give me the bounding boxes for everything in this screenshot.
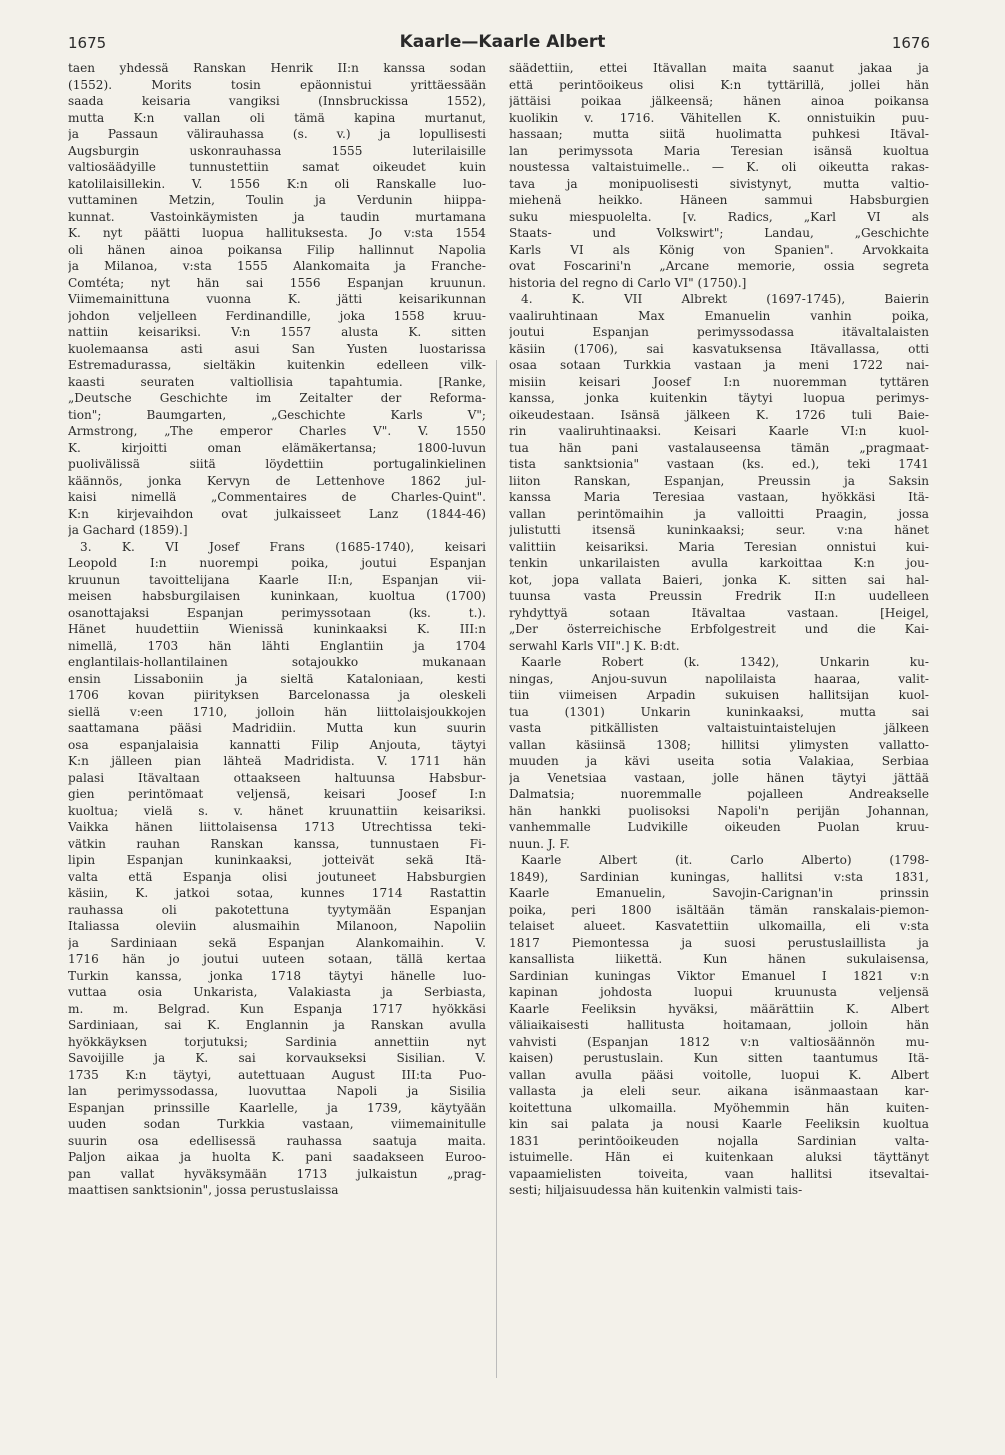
text-line: tua hän pani vastalauseensa tämän „pragmaat- — [509, 440, 929, 455]
text-line: liiton Ranskan, Espanjan, Preussin ja Saksin — [509, 473, 929, 488]
text-line: Staats- und Volkswirt"; Landau, „Geschichte — [509, 226, 929, 240]
text-line: maattisen sanktsionin", jossa perustuslaissa — [68, 1183, 339, 1197]
text-line: nattiin keisariksi. V:n 1557 alusta K. sitten — [68, 325, 486, 339]
text-line: 1831 perintöoikeuden nojalla Sardinian valta- — [509, 1133, 929, 1148]
text-line: hyökkäyksen torjutuksi; Sardinia annettiin nyt — [68, 1034, 486, 1049]
text-line: Turkin kanssa, jonka 1718 täytyi hänelle luo- — [68, 968, 486, 983]
left-column — [68, 60, 486, 1199]
text-line: vahvisti (Espanjan 1812 v:n valtiosäännön mu- — [509, 1034, 929, 1049]
text-line: ningas, Anjou-suvun napolilaista haaraa, valit- — [509, 671, 929, 686]
text-line: poika, peri 1800 isältään tämän ranskalais-piemon- — [509, 902, 929, 917]
text-line: rauhassa oli pakotettuna tyytymään Espanjan — [68, 902, 486, 917]
text-line: säädettiin, ettei Itävallan maita saanut jakaa ja — [509, 61, 929, 75]
text-line: ja Venetsiaa vastaan, jolle hänen täytyi jättää — [509, 770, 929, 785]
text-line: kunnat. Vastoinkäymisten ja taudin murtamana — [68, 209, 486, 224]
text-line: että perintöoikeus olisi K:n tyttärillä, jollei hän — [509, 77, 929, 92]
text-line: oli hänen ainoa poikansa Filip hallinnut Napolia — [68, 242, 486, 257]
text-line: käsiin, K. jatkoi sotaa, kunnes 1714 Rastattin — [68, 886, 486, 900]
text-line: valtiosäädyille tunnustettiin samat oikeudet kuin — [68, 160, 486, 174]
text-line: uuden sodan Turkkia vastaan, viimemainitulle — [68, 1117, 486, 1131]
text-line: nuun. J. F. — [509, 836, 570, 851]
text-line: ja Gachard (1859).] — [68, 523, 188, 537]
text-line: 3. K. VI Josef Frans (1685-1740), keisari — [80, 539, 486, 554]
text-line: Augsburgin uskonrauhassa 1555 luterilaisille — [68, 143, 486, 158]
text-line: rin vaaliruhtinaaksi. Keisari Kaarle VI:n kuol- — [509, 424, 929, 438]
text-line: oikeudestaan. Isänsä jälkeen K. 1726 tuli Baie- — [509, 407, 929, 422]
text-line: osanottajaksi Espanjan perimyssotaan (ks. t.). — [68, 605, 486, 620]
text-line: väliaikaisesti hallitusta hoitamaan, jolloin hän — [509, 1018, 929, 1032]
text-line: lan perimyssodassa, luovuttaa Napoli ja Sisilia — [68, 1084, 486, 1098]
text-line: „Deutsche Geschichte im Zeitalter der Reforma- — [68, 391, 486, 405]
text-line: miehenä heikko. Häneen sammui Habsburgien — [509, 193, 929, 207]
text-line: istuimelle. Hän ei kuitenkaan aluksi täyttänyt — [509, 1150, 929, 1164]
text-line: vätkin rauhan Ranskan kanssa, tunnustaen Fi- — [68, 836, 486, 851]
text-line: Estremadurassa, sieltäkin kuitenkin edelleen vilk- — [68, 358, 486, 372]
text-line: gien perintömaat veljensä, keisari Joosef I:n — [68, 787, 486, 801]
text-line: K:n jälleen pian lähteä Madridista. V. 1711 hän — [68, 754, 486, 768]
text-line: „Der österreichische Erbfolgestreit und die Kai- — [509, 622, 929, 636]
text-line: kuolikin v. 1716. Vähitellen K. onnistuikin puu- — [509, 110, 929, 125]
text-line: misiin keisari Joosef I:n nuoremman tyttären — [509, 374, 929, 389]
text-line: koitettuna ulkomailla. Myöhemmin hän kuiten- — [509, 1100, 929, 1115]
text-line: K. kirjoitti oman elämäkertansa; 1800-luvun — [68, 440, 486, 455]
text-line: lan perimyssota Maria Teresian isänsä kuoltua — [509, 143, 929, 158]
text-line: historia del regno di Carlo VI" (1750).] — [509, 275, 747, 290]
running-title: Kaarle—Kaarle Albert — [399, 32, 606, 52]
text-line: kapinan johdosta luopui kruunusta veljensä — [509, 985, 929, 999]
text-line: noustessa valtaistuimelle.. — K. oli oikeutta rakas- — [509, 160, 929, 174]
text-line: vallan avulla pääsi voitolle, luopui K. Albert — [509, 1067, 929, 1082]
text-line: kruunun tavoittelijana Kaarle II:n, Espanjan vii- — [68, 572, 486, 587]
text-line: hän hankki puolisoksi Napoli'n perijän Johannan, — [509, 803, 929, 818]
text-line: pan vallat hyväksymään 1713 julkaistun „prag- — [68, 1166, 486, 1181]
text-line: vuttaminen Metzin, Toulin ja Verdunin hiippa- — [68, 193, 486, 207]
text-line: vallan käsiinsä 1308; hillitsi ylimysten vallatto- — [509, 737, 929, 752]
page-header — [0, 30, 1005, 60]
text-line: sesti; hiljaisuudessa hän kuitenkin valmisti tais- — [509, 1183, 803, 1197]
text-line: joutui Espanjan perimyssodassa itävaltalaisten — [509, 325, 929, 339]
text-line: Italiassa oleviin alusmaihin Milanoon, Napoliin — [68, 919, 486, 933]
text-line: Kaarle Emanuelin, Savojin-Carignan'in prinssin — [509, 886, 929, 900]
text-line: m. m. Belgrad. Kun Espanja 1717 hyökkäsi — [68, 1001, 486, 1016]
text-line: K:n kirjevaihdon ovat julkaisseet Lanz (1844-46) — [68, 506, 486, 521]
text-line: taen yhdessä Ranskan Henrik II:n kanssa sodan — [68, 61, 486, 75]
text-line: kot, jopa vallata Baieri, jonka K. sitten sai hal- — [509, 572, 929, 587]
text-line: kuolemaansa asti asui San Yusten luostarissa — [68, 341, 486, 356]
text-line: valittiin keisariksi. Maria Teresian onnistui kui- — [509, 539, 929, 554]
text-line: kaasti seuraten valtiollisia tapahtumia. [Ranke, — [68, 374, 486, 389]
text-line: kin sai palata ja nousi Kaarle Feeliksin kuoltua — [509, 1117, 929, 1131]
text-line: kanssa Maria Teresiaa vastaan, hyökkäsi Itä- — [509, 490, 929, 504]
page-number-left: 1675 — [68, 34, 107, 52]
text-line: tuunsa vasta Preussin Fredrik II:n uudelleen — [509, 589, 929, 603]
text-line: vasta pitkällisten valtaistuintaistelujen jälkeen — [509, 721, 929, 735]
text-line: suku miespuolelta. [v. Radics, „Karl VI als — [509, 209, 929, 224]
text-line: Karls VI als König von Spanien". Arvokkaita — [509, 242, 929, 257]
text-line: vapaamielisten toiveita, vaan hallitsi itsevaltai- — [509, 1166, 929, 1181]
text-line: Dalmatsia; nuoremmalle pojalleen Andreakselle — [509, 787, 929, 801]
text-line: meisen habsburgilaisen kuninkaan, kuoltua (1700) — [68, 589, 486, 603]
text-line: 1716 hän jo joutui uuteen sotaan, tällä kertaa — [68, 952, 486, 966]
text-line: lipin Espanjan kuninkaaksi, jotteivät sekä Itä- — [68, 853, 486, 867]
text-line: valta että Espanja olisi joutuneet Habsburgien — [68, 869, 486, 884]
text-line: 1706 kovan piirityksen Barcelonassa ja oleskeli — [68, 688, 486, 702]
text-line: vallasta ja eleli seur. aikana isänmaastaan kar- — [509, 1084, 929, 1098]
text-line: mutta K:n vallan oli tämä kapina murtanut, — [68, 110, 486, 125]
text-line: Viimemainittuna vuonna K. jätti keisarikunnan — [68, 292, 486, 306]
text-line: käännös, jonka Kervyn de Lettenhove 1862 jul- — [68, 473, 486, 488]
text-line: Espanjan prinssille Kaarlelle, ja 1739, käytyään — [68, 1100, 486, 1115]
text-line: Savoijille ja K. sai korvaukseksi Sisilian. V. — [68, 1051, 486, 1065]
text-line: käsiin (1706), sai kasvatuksensa Itävallassa, otti — [509, 341, 929, 356]
text-line: osaa sotaan Turkkia vastaan ja meni 1722 nai- — [509, 358, 929, 372]
text-line: julistutti itsensä kuninkaaksi; seur. v:na hänet — [509, 523, 929, 537]
text-line: hassaan; mutta siitä huolimatta puhkesi Itäval- — [509, 127, 929, 141]
text-line: Kaarle Albert (it. Carlo Alberto) (1798- — [521, 853, 929, 867]
column-divider — [496, 360, 497, 1378]
text-line: tion"; Baumgarten, „Geschichte Karls V"; — [68, 407, 486, 422]
text-line: 1849), Sardinian kuningas, hallitsi v:sta 1831, — [509, 869, 929, 884]
text-line: Sardinian kuningas Viktor Emanuel I 1821 v:n — [509, 968, 929, 983]
text-line: vallan perintömaihin ja valloitti Praagin, jossa — [509, 506, 929, 521]
text-line: vuttaa osia Unkarista, Valakiasta ja Serbiasta, — [68, 985, 486, 999]
text-line: Kaarle Feeliksin hyväksi, määrättiin K. Albert — [509, 1001, 929, 1016]
text-line: ryhdyttyä sotaan Itävaltaa vastaan. [Heigel, — [509, 605, 929, 620]
text-line: saattamana pääsi Madridiin. Mutta kun suurin — [68, 721, 486, 735]
right-column — [509, 60, 929, 1199]
text-line: suurin osa edellisessä rauhassa saatuja maita. — [68, 1133, 486, 1148]
text-line: ja Passaun välirauhassa (s. v.) ja lopullisesti — [68, 127, 486, 141]
text-line: Leopold I:n nuorempi poika, joutui Espanjan — [68, 556, 486, 570]
text-line: K. nyt päätti luopua hallituksesta. Jo v:sta 1554 — [68, 226, 486, 240]
text-line: tista sanktsionia" vastaan (ks. ed.), teki 1741 — [509, 457, 929, 471]
text-line: kaisi nimellä „Commentaires de Charles-Quint". — [68, 490, 486, 504]
text-line: katolilaisillekin. V. 1556 K:n oli Ranskalle luo- — [68, 176, 486, 191]
text-line: kaisen) perustuslain. Kun sitten taantumus Itä- — [509, 1051, 929, 1065]
text-line: Hänet huudettiin Wienissä kuninkaaksi K. III:n — [68, 622, 486, 636]
text-line: osa espanjalaisia kannatti Filip Anjouta, täytyi — [68, 737, 486, 752]
text-line: telaiset alueet. Kasvatettiin ulkomailla, eli v:sta — [509, 919, 929, 933]
text-line: 1735 K:n täytyi, autettuaan August III:ta Puo- — [68, 1067, 486, 1082]
text-line: 4. K. VII Albrekt (1697-1745), Baierin — [521, 292, 929, 306]
text-line: palasi Itävaltaan ottaakseen haltuunsa Habsbur- — [68, 770, 486, 785]
text-line: kanssa, jonka kuitenkin täytyi luopua perimys- — [509, 391, 929, 405]
text-line: Vaikka hänen liittolaisensa 1713 Utrechtissa teki- — [68, 820, 486, 834]
text-line: kuoltua; vielä s. v. hänet kruunattiin keisariksi. — [68, 803, 486, 818]
text-line: ovat Foscarini'n „Arcane memorie, ossia segreta — [509, 259, 929, 273]
text-line: puolivälissä siitä löydettiin portugalinkielinen — [68, 457, 486, 471]
text-line: 1817 Piemontessa ja suosi perustuslaillista ja — [509, 935, 929, 950]
text-line: muuden ja kävi useita sotia Valakiaa, Serbiaa — [509, 754, 929, 768]
text-line: Comtéta; nyt hän sai 1556 Espanjan kruunun. — [68, 275, 486, 290]
text-line: vanhemmalle Ludvikille oikeuden Puolan kruu- — [509, 820, 929, 834]
text-line: kansallista liikettä. Kun hänen sukulaisensa, — [509, 952, 929, 966]
text-line: tiin viimeisen Arpadin sukuisen hallitsijan kuol- — [509, 688, 929, 702]
text-line: tua (1301) Unkarin kuninkaaksi, mutta sai — [509, 704, 929, 719]
text-line: siellä v:een 1710, jolloin hän liittolaisjoukkojen — [68, 704, 486, 719]
text-line: (1552). Morits tosin epäonnistui yrittäessään — [68, 77, 486, 92]
text-line: ja Sardiniaan sekä Espanjan Alankomaihin. V. — [68, 935, 486, 950]
text-line: Armstrong, „The emperor Charles V". V. 1550 — [68, 424, 486, 438]
text-line: tenkin unkarilaisten avulla karkoittaa K:n jou- — [509, 556, 929, 570]
text-line: Paljon aikaa ja huolta K. pani saadakseen Euroo- — [68, 1150, 486, 1164]
text-line: saada keisaria vangiksi (Innsbruckissa 1552), — [68, 94, 486, 108]
text-line: tava ja monipuolisesti sivistynyt, mutta valtio- — [509, 176, 929, 191]
text-line: ensin Lissaboniin ja sieltä Kataloniaan, kesti — [68, 671, 486, 686]
text-line: serwahl Karls VII".] K. B:dt. — [509, 638, 680, 653]
text-line: ja Milanoa, v:sta 1555 Alankomaita ja Franche- — [68, 259, 486, 273]
page-number-right: 1676 — [891, 34, 930, 52]
text-line: englantilais-hollantilainen sotajoukko mukanaan — [68, 655, 486, 669]
text-line: vaaliruhtinaan Max Emanuelin vanhin poika, — [509, 308, 929, 323]
text-line: johdon veljelleen Ferdinandille, joka 1558 kruu- — [68, 308, 486, 323]
text-line: jättäisi poikaa jälkeensä; hänen ainoa poikansa — [509, 94, 929, 108]
text-line: Sardiniaan, sai K. Englannin ja Ranskan avulla — [68, 1018, 486, 1032]
text-line: Kaarle Robert (k. 1342), Unkarin ku- — [521, 655, 929, 669]
text-line: nimellä, 1703 hän lähti Englantiin ja 1704 — [68, 638, 486, 653]
